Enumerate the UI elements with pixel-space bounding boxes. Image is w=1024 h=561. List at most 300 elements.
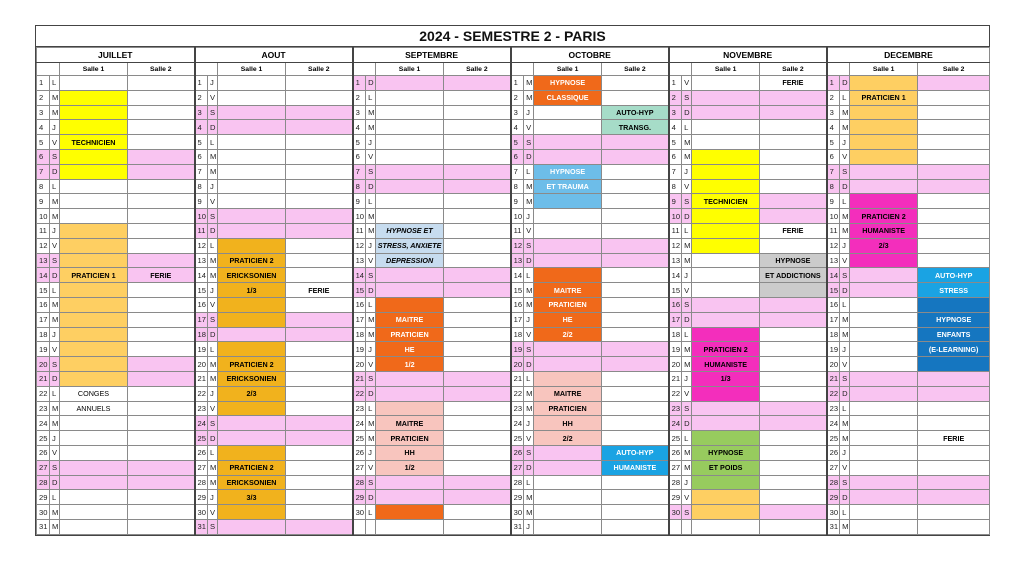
room-2-cell[interactable] bbox=[602, 386, 669, 401]
room-1-cell[interactable] bbox=[218, 327, 286, 342]
room-2-cell[interactable] bbox=[286, 149, 353, 164]
room-1-cell[interactable] bbox=[534, 120, 602, 135]
room-1-cell[interactable] bbox=[850, 371, 918, 386]
room-2-cell[interactable] bbox=[128, 238, 195, 253]
room-2-cell[interactable] bbox=[444, 268, 511, 283]
room-2-cell[interactable] bbox=[444, 327, 511, 342]
room-2-cell[interactable] bbox=[602, 327, 669, 342]
room-2-cell[interactable] bbox=[286, 371, 353, 386]
room-1-cell[interactable]: CONGES bbox=[60, 386, 128, 401]
room-1-cell[interactable] bbox=[376, 90, 444, 105]
room-1-cell[interactable] bbox=[376, 490, 444, 505]
room-2-cell[interactable] bbox=[128, 149, 195, 164]
room-2-cell[interactable] bbox=[602, 209, 669, 224]
room-1-cell[interactable]: PRATICIEN 1 bbox=[850, 90, 918, 105]
room-1-cell[interactable]: CLASSIQUE bbox=[534, 90, 602, 105]
room-1-cell[interactable] bbox=[534, 135, 602, 150]
room-1-cell[interactable] bbox=[218, 416, 286, 431]
room-1-cell[interactable] bbox=[218, 90, 286, 105]
room-1-cell[interactable] bbox=[376, 179, 444, 194]
room-1-cell[interactable] bbox=[60, 76, 128, 91]
room-1-cell[interactable] bbox=[60, 297, 128, 312]
room-1-cell[interactable] bbox=[60, 90, 128, 105]
room-2-cell[interactable] bbox=[286, 164, 353, 179]
room-2-cell[interactable] bbox=[602, 519, 669, 534]
room-2-cell[interactable] bbox=[444, 297, 511, 312]
room-2-cell[interactable] bbox=[444, 253, 511, 268]
room-1-cell[interactable] bbox=[376, 505, 444, 520]
room-2-cell[interactable] bbox=[760, 401, 827, 416]
room-1-cell[interactable] bbox=[376, 149, 444, 164]
room-1-cell[interactable] bbox=[850, 386, 918, 401]
room-1-cell[interactable] bbox=[692, 209, 760, 224]
room-1-cell[interactable] bbox=[376, 209, 444, 224]
room-1-cell[interactable] bbox=[60, 283, 128, 298]
room-2-cell[interactable] bbox=[444, 342, 511, 357]
room-1-cell[interactable]: HE bbox=[376, 342, 444, 357]
room-1-cell[interactable] bbox=[850, 76, 918, 91]
room-2-cell[interactable] bbox=[286, 120, 353, 135]
room-2-cell[interactable]: HYPNOSE bbox=[760, 253, 827, 268]
room-2-cell[interactable] bbox=[760, 135, 827, 150]
room-2-cell[interactable] bbox=[918, 90, 990, 105]
room-2-cell[interactable] bbox=[918, 460, 990, 475]
room-2-cell[interactable] bbox=[128, 401, 195, 416]
room-2-cell[interactable] bbox=[918, 253, 990, 268]
room-1-cell[interactable]: PRATICIEN bbox=[534, 401, 602, 416]
room-1-cell[interactable] bbox=[376, 105, 444, 120]
room-1-cell[interactable] bbox=[850, 135, 918, 150]
room-1-cell[interactable] bbox=[60, 164, 128, 179]
room-1-cell[interactable]: HH bbox=[376, 445, 444, 460]
room-1-cell[interactable] bbox=[692, 76, 760, 91]
room-2-cell[interactable] bbox=[760, 327, 827, 342]
room-1-cell[interactable] bbox=[60, 149, 128, 164]
room-1-cell[interactable]: MAITRE bbox=[376, 312, 444, 327]
room-2-cell[interactable] bbox=[128, 283, 195, 298]
room-1-cell[interactable] bbox=[218, 179, 286, 194]
room-1-cell[interactable] bbox=[534, 357, 602, 372]
room-1-cell[interactable] bbox=[60, 490, 128, 505]
room-1-cell[interactable] bbox=[850, 179, 918, 194]
room-2-cell[interactable] bbox=[128, 135, 195, 150]
room-1-cell[interactable] bbox=[218, 505, 286, 520]
room-2-cell[interactable] bbox=[918, 223, 990, 238]
room-1-cell[interactable] bbox=[850, 401, 918, 416]
room-2-cell[interactable] bbox=[286, 505, 353, 520]
room-1-cell[interactable] bbox=[376, 519, 444, 534]
room-2-cell[interactable] bbox=[444, 149, 511, 164]
room-1-cell[interactable]: TECHNICIEN bbox=[60, 135, 128, 150]
room-2-cell[interactable] bbox=[602, 90, 669, 105]
room-1-cell[interactable] bbox=[692, 431, 760, 446]
room-2-cell[interactable] bbox=[286, 253, 353, 268]
room-2-cell[interactable] bbox=[128, 490, 195, 505]
room-1-cell[interactable] bbox=[850, 416, 918, 431]
room-2-cell[interactable] bbox=[128, 223, 195, 238]
room-2-cell[interactable] bbox=[602, 475, 669, 490]
room-1-cell[interactable] bbox=[692, 253, 760, 268]
room-1-cell[interactable] bbox=[218, 401, 286, 416]
room-2-cell[interactable] bbox=[128, 371, 195, 386]
room-2-cell[interactable] bbox=[128, 386, 195, 401]
room-1-cell[interactable] bbox=[850, 312, 918, 327]
room-2-cell[interactable] bbox=[444, 371, 511, 386]
room-2-cell[interactable] bbox=[444, 283, 511, 298]
room-2-cell[interactable] bbox=[128, 342, 195, 357]
room-2-cell[interactable] bbox=[286, 475, 353, 490]
room-2-cell[interactable] bbox=[286, 135, 353, 150]
room-1-cell[interactable]: MAITRE bbox=[534, 283, 602, 298]
room-1-cell[interactable] bbox=[218, 164, 286, 179]
room-1-cell[interactable]: PRATICIEN 2 bbox=[692, 342, 760, 357]
room-2-cell[interactable] bbox=[128, 445, 195, 460]
room-2-cell[interactable] bbox=[760, 519, 827, 534]
room-2-cell[interactable] bbox=[444, 76, 511, 91]
room-2-cell[interactable]: AUTO-HYP bbox=[918, 268, 990, 283]
room-1-cell[interactable] bbox=[376, 297, 444, 312]
room-2-cell[interactable] bbox=[444, 431, 511, 446]
room-2-cell[interactable]: TRANSG. bbox=[602, 120, 669, 135]
room-1-cell[interactable] bbox=[692, 268, 760, 283]
room-1-cell[interactable] bbox=[60, 460, 128, 475]
room-2-cell[interactable] bbox=[286, 297, 353, 312]
room-1-cell[interactable] bbox=[534, 253, 602, 268]
room-2-cell[interactable] bbox=[602, 179, 669, 194]
room-2-cell[interactable] bbox=[128, 312, 195, 327]
room-1-cell[interactable] bbox=[692, 475, 760, 490]
room-1-cell[interactable]: ERICKSONIEN bbox=[218, 475, 286, 490]
room-1-cell[interactable]: HUMANISTE bbox=[850, 223, 918, 238]
room-2-cell[interactable] bbox=[602, 431, 669, 446]
room-2-cell[interactable] bbox=[444, 209, 511, 224]
room-2-cell[interactable] bbox=[760, 283, 827, 298]
room-1-cell[interactable]: 3/3 bbox=[218, 490, 286, 505]
room-1-cell[interactable] bbox=[376, 475, 444, 490]
room-1-cell[interactable]: PRATICIEN 1 bbox=[60, 268, 128, 283]
room-2-cell[interactable] bbox=[760, 490, 827, 505]
room-2-cell[interactable] bbox=[602, 238, 669, 253]
room-2-cell[interactable] bbox=[760, 194, 827, 209]
room-2-cell[interactable] bbox=[444, 460, 511, 475]
room-1-cell[interactable]: 2/3 bbox=[218, 386, 286, 401]
room-1-cell[interactable] bbox=[692, 135, 760, 150]
room-1-cell[interactable]: PRATICIEN bbox=[376, 327, 444, 342]
room-2-cell[interactable] bbox=[602, 268, 669, 283]
room-2-cell[interactable] bbox=[760, 149, 827, 164]
room-2-cell[interactable] bbox=[444, 135, 511, 150]
room-2-cell[interactable] bbox=[602, 135, 669, 150]
room-1-cell[interactable]: HYPNOSE ET bbox=[376, 223, 444, 238]
room-1-cell[interactable] bbox=[60, 209, 128, 224]
room-1-cell[interactable] bbox=[534, 342, 602, 357]
room-2-cell[interactable] bbox=[444, 238, 511, 253]
room-2-cell[interactable] bbox=[760, 416, 827, 431]
room-1-cell[interactable] bbox=[218, 105, 286, 120]
room-2-cell[interactable] bbox=[128, 505, 195, 520]
room-2-cell[interactable]: FERIE bbox=[918, 431, 990, 446]
room-2-cell[interactable] bbox=[918, 179, 990, 194]
room-2-cell[interactable] bbox=[918, 297, 990, 312]
room-1-cell[interactable] bbox=[60, 312, 128, 327]
room-1-cell[interactable]: 2/2 bbox=[534, 327, 602, 342]
room-2-cell[interactable] bbox=[760, 312, 827, 327]
room-2-cell[interactable]: FERIE bbox=[760, 223, 827, 238]
room-1-cell[interactable]: DEPRESSION bbox=[376, 253, 444, 268]
room-1-cell[interactable] bbox=[60, 431, 128, 446]
room-2-cell[interactable] bbox=[128, 120, 195, 135]
room-2-cell[interactable] bbox=[286, 327, 353, 342]
room-2-cell[interactable] bbox=[286, 416, 353, 431]
room-2-cell[interactable] bbox=[602, 357, 669, 372]
room-1-cell[interactable] bbox=[692, 164, 760, 179]
room-2-cell[interactable] bbox=[128, 209, 195, 224]
room-1-cell[interactable] bbox=[850, 149, 918, 164]
room-1-cell[interactable] bbox=[692, 401, 760, 416]
room-1-cell[interactable] bbox=[376, 386, 444, 401]
room-1-cell[interactable] bbox=[692, 238, 760, 253]
room-2-cell[interactable] bbox=[918, 105, 990, 120]
room-1-cell[interactable] bbox=[218, 445, 286, 460]
room-1-cell[interactable] bbox=[534, 505, 602, 520]
room-1-cell[interactable] bbox=[850, 460, 918, 475]
room-2-cell[interactable] bbox=[286, 238, 353, 253]
room-1-cell[interactable] bbox=[850, 431, 918, 446]
room-1-cell[interactable] bbox=[60, 120, 128, 135]
room-1-cell[interactable]: ERICKSONIEN bbox=[218, 371, 286, 386]
room-1-cell[interactable] bbox=[850, 327, 918, 342]
room-1-cell[interactable] bbox=[376, 120, 444, 135]
room-1-cell[interactable]: HE bbox=[534, 312, 602, 327]
room-1-cell[interactable] bbox=[534, 149, 602, 164]
room-2-cell[interactable] bbox=[918, 475, 990, 490]
room-1-cell[interactable] bbox=[850, 475, 918, 490]
room-2-cell[interactable] bbox=[760, 475, 827, 490]
room-2-cell[interactable] bbox=[918, 238, 990, 253]
room-2-cell[interactable] bbox=[286, 268, 353, 283]
room-1-cell[interactable] bbox=[692, 105, 760, 120]
room-2-cell[interactable] bbox=[128, 179, 195, 194]
room-1-cell[interactable] bbox=[692, 149, 760, 164]
room-1-cell[interactable] bbox=[376, 268, 444, 283]
room-2-cell[interactable] bbox=[918, 386, 990, 401]
room-2-cell[interactable]: ENFANTS bbox=[918, 327, 990, 342]
room-1-cell[interactable] bbox=[376, 283, 444, 298]
room-1-cell[interactable] bbox=[692, 386, 760, 401]
room-1-cell[interactable] bbox=[850, 105, 918, 120]
room-1-cell[interactable]: ET TRAUMA bbox=[534, 179, 602, 194]
room-2-cell[interactable] bbox=[444, 105, 511, 120]
room-2-cell[interactable] bbox=[286, 490, 353, 505]
room-2-cell[interactable] bbox=[760, 179, 827, 194]
room-2-cell[interactable] bbox=[286, 431, 353, 446]
room-2-cell[interactable] bbox=[286, 223, 353, 238]
room-1-cell[interactable] bbox=[850, 283, 918, 298]
room-2-cell[interactable] bbox=[128, 297, 195, 312]
room-1-cell[interactable] bbox=[850, 519, 918, 534]
room-1-cell[interactable]: HH bbox=[534, 416, 602, 431]
room-2-cell[interactable] bbox=[602, 312, 669, 327]
room-2-cell[interactable] bbox=[444, 164, 511, 179]
room-1-cell[interactable] bbox=[218, 431, 286, 446]
room-2-cell[interactable] bbox=[602, 194, 669, 209]
room-2-cell[interactable]: FERIE bbox=[128, 268, 195, 283]
room-1-cell[interactable] bbox=[850, 164, 918, 179]
room-2-cell[interactable]: ET ADDICTIONS bbox=[760, 268, 827, 283]
room-1-cell[interactable] bbox=[60, 505, 128, 520]
room-2-cell[interactable] bbox=[602, 342, 669, 357]
room-2-cell[interactable] bbox=[602, 371, 669, 386]
room-2-cell[interactable] bbox=[918, 120, 990, 135]
room-1-cell[interactable]: ET POIDS bbox=[692, 460, 760, 475]
room-1-cell[interactable] bbox=[534, 445, 602, 460]
room-2-cell[interactable] bbox=[444, 90, 511, 105]
room-1-cell[interactable] bbox=[60, 371, 128, 386]
room-1-cell[interactable] bbox=[850, 490, 918, 505]
room-2-cell[interactable] bbox=[918, 371, 990, 386]
room-2-cell[interactable] bbox=[918, 357, 990, 372]
room-1-cell[interactable] bbox=[692, 223, 760, 238]
room-2-cell[interactable] bbox=[286, 194, 353, 209]
room-1-cell[interactable]: PRATICIEN 2 bbox=[218, 253, 286, 268]
room-1-cell[interactable] bbox=[534, 238, 602, 253]
room-2-cell[interactable] bbox=[286, 90, 353, 105]
room-2-cell[interactable] bbox=[444, 475, 511, 490]
room-2-cell[interactable] bbox=[128, 194, 195, 209]
room-1-cell[interactable] bbox=[850, 194, 918, 209]
room-2-cell[interactable]: FERIE bbox=[760, 76, 827, 91]
room-1-cell[interactable] bbox=[60, 357, 128, 372]
room-2-cell[interactable]: AUTO-HYP bbox=[602, 445, 669, 460]
room-1-cell[interactable] bbox=[60, 475, 128, 490]
room-2-cell[interactable] bbox=[286, 312, 353, 327]
room-1-cell[interactable] bbox=[692, 416, 760, 431]
room-1-cell[interactable] bbox=[534, 223, 602, 238]
room-1-cell[interactable] bbox=[218, 149, 286, 164]
room-2-cell[interactable] bbox=[602, 164, 669, 179]
room-2-cell[interactable] bbox=[286, 179, 353, 194]
room-2-cell[interactable] bbox=[760, 371, 827, 386]
room-1-cell[interactable]: 1/3 bbox=[218, 283, 286, 298]
room-1-cell[interactable]: ERICKSONIEN bbox=[218, 268, 286, 283]
room-1-cell[interactable]: 2/2 bbox=[534, 431, 602, 446]
room-1-cell[interactable]: MAITRE bbox=[376, 416, 444, 431]
room-1-cell[interactable] bbox=[850, 505, 918, 520]
room-2-cell[interactable] bbox=[128, 105, 195, 120]
room-2-cell[interactable] bbox=[918, 490, 990, 505]
room-1-cell[interactable] bbox=[534, 209, 602, 224]
room-2-cell[interactable] bbox=[286, 401, 353, 416]
room-1-cell[interactable] bbox=[218, 519, 286, 534]
room-2-cell[interactable] bbox=[128, 164, 195, 179]
room-1-cell[interactable] bbox=[534, 490, 602, 505]
room-2-cell[interactable] bbox=[286, 342, 353, 357]
room-2-cell[interactable] bbox=[286, 105, 353, 120]
room-1-cell[interactable] bbox=[218, 209, 286, 224]
room-2-cell[interactable]: HYPNOSE bbox=[918, 312, 990, 327]
room-1-cell[interactable] bbox=[692, 519, 760, 534]
room-2-cell[interactable]: AUTO-HYP bbox=[602, 105, 669, 120]
room-2-cell[interactable] bbox=[760, 90, 827, 105]
room-1-cell[interactable] bbox=[534, 475, 602, 490]
room-1-cell[interactable] bbox=[60, 416, 128, 431]
room-2-cell[interactable] bbox=[760, 460, 827, 475]
room-1-cell[interactable] bbox=[850, 120, 918, 135]
room-1-cell[interactable] bbox=[692, 312, 760, 327]
room-2-cell[interactable] bbox=[760, 505, 827, 520]
room-1-cell[interactable] bbox=[850, 297, 918, 312]
room-2-cell[interactable] bbox=[602, 76, 669, 91]
room-2-cell[interactable] bbox=[602, 149, 669, 164]
room-2-cell[interactable] bbox=[602, 505, 669, 520]
room-2-cell[interactable] bbox=[918, 76, 990, 91]
room-2-cell[interactable] bbox=[286, 519, 353, 534]
room-1-cell[interactable] bbox=[218, 120, 286, 135]
room-2-cell[interactable] bbox=[602, 401, 669, 416]
room-1-cell[interactable] bbox=[534, 371, 602, 386]
room-2-cell[interactable] bbox=[918, 194, 990, 209]
room-1-cell[interactable] bbox=[534, 268, 602, 283]
room-1-cell[interactable] bbox=[376, 194, 444, 209]
room-2-cell[interactable] bbox=[128, 327, 195, 342]
room-1-cell[interactable] bbox=[850, 253, 918, 268]
room-1-cell[interactable]: PRATICIEN bbox=[376, 431, 444, 446]
room-1-cell[interactable]: PRATICIEN bbox=[534, 297, 602, 312]
room-1-cell[interactable] bbox=[218, 238, 286, 253]
room-2-cell[interactable] bbox=[918, 135, 990, 150]
room-1-cell[interactable] bbox=[218, 223, 286, 238]
room-2-cell[interactable] bbox=[128, 253, 195, 268]
room-2-cell[interactable] bbox=[918, 416, 990, 431]
room-2-cell[interactable] bbox=[918, 401, 990, 416]
room-1-cell[interactable] bbox=[692, 490, 760, 505]
room-1-cell[interactable] bbox=[218, 297, 286, 312]
room-1-cell[interactable]: STRESS, ANXIETE bbox=[376, 238, 444, 253]
room-2-cell[interactable]: HUMANISTE bbox=[602, 460, 669, 475]
room-1-cell[interactable]: 1/2 bbox=[376, 460, 444, 475]
room-2-cell[interactable] bbox=[602, 297, 669, 312]
room-2-cell[interactable] bbox=[444, 519, 511, 534]
room-2-cell[interactable] bbox=[444, 179, 511, 194]
room-2-cell[interactable] bbox=[444, 416, 511, 431]
room-2-cell[interactable] bbox=[760, 297, 827, 312]
room-1-cell[interactable] bbox=[850, 357, 918, 372]
room-2-cell[interactable] bbox=[444, 357, 511, 372]
room-2-cell[interactable] bbox=[128, 357, 195, 372]
room-1-cell[interactable] bbox=[60, 342, 128, 357]
room-2-cell[interactable] bbox=[128, 431, 195, 446]
room-2-cell[interactable] bbox=[602, 253, 669, 268]
room-1-cell[interactable] bbox=[376, 135, 444, 150]
room-1-cell[interactable] bbox=[60, 253, 128, 268]
room-2-cell[interactable] bbox=[918, 519, 990, 534]
room-1-cell[interactable] bbox=[376, 164, 444, 179]
room-1-cell[interactable]: HYPNOSE bbox=[534, 76, 602, 91]
room-2-cell[interactable] bbox=[444, 445, 511, 460]
room-2-cell[interactable] bbox=[760, 342, 827, 357]
room-1-cell[interactable] bbox=[376, 76, 444, 91]
room-2-cell[interactable] bbox=[918, 445, 990, 460]
room-2-cell[interactable] bbox=[286, 76, 353, 91]
room-1-cell[interactable]: PRATICIEN 2 bbox=[850, 209, 918, 224]
room-2-cell[interactable] bbox=[444, 120, 511, 135]
room-1-cell[interactable] bbox=[60, 223, 128, 238]
room-1-cell[interactable] bbox=[60, 238, 128, 253]
room-1-cell[interactable]: 1/3 bbox=[692, 371, 760, 386]
room-2-cell[interactable] bbox=[760, 238, 827, 253]
room-2-cell[interactable] bbox=[760, 386, 827, 401]
room-1-cell[interactable] bbox=[218, 194, 286, 209]
